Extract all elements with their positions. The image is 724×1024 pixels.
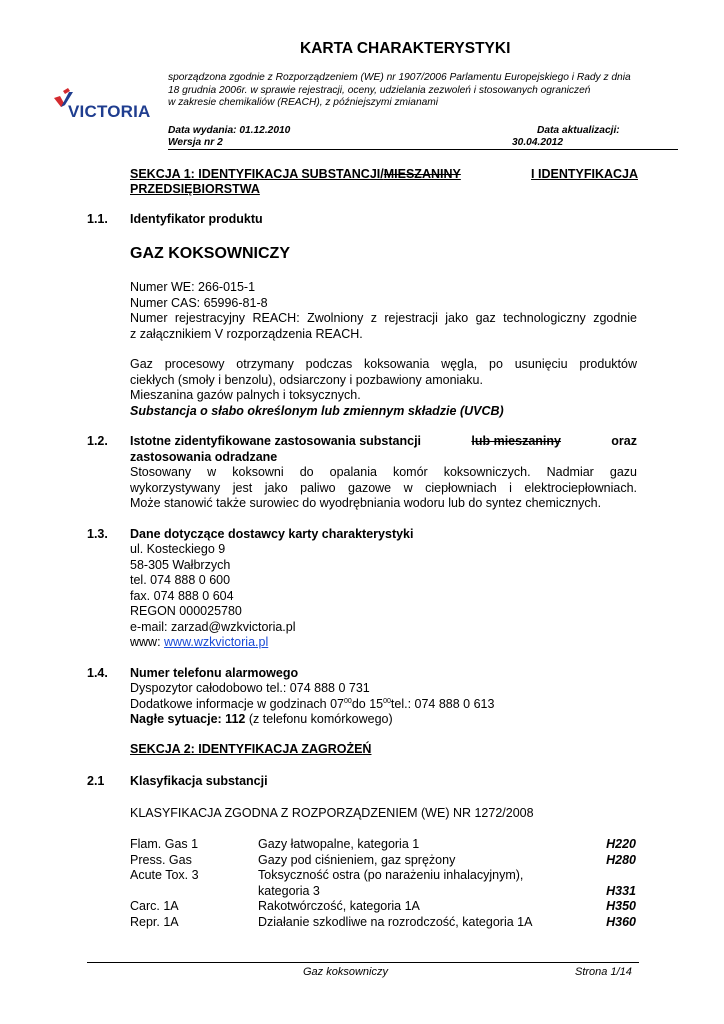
- section-1-heading-part: I IDENTYFIKACJA: [531, 167, 638, 181]
- struck-text: MIESZANINY: [383, 167, 461, 181]
- subsection-title: Dane dotyczące dostawcy karty charakterystyki: [130, 527, 414, 541]
- subsection-title: Istotne zidentyfikowane zastosowania substancji lub mieszaniny oraz zastosowania odradzane: [130, 434, 637, 464]
- subheading-line: 18 grudnia 2006r. w sprawie rejestracji, oceny, udzielania zezwoleń i stosowanych ograniczeń: [168, 84, 591, 96]
- hazard-description-cont: kategoria 3: [258, 883, 320, 898]
- document-title: KARTA CHARAKTERYSTYKI: [300, 40, 511, 57]
- table-row: [130, 837, 638, 853]
- update-date: 30.04.2012: [512, 137, 563, 148]
- struck-text: lub mieszaniny: [471, 434, 561, 448]
- section-1-heading: [130, 167, 638, 197]
- table-row: [130, 853, 638, 869]
- hazard-description: Działanie szkodliwe na rozrodczość, kategoria 1A: [258, 914, 533, 929]
- subsection-number: 1.4.: [87, 666, 108, 680]
- subsection-title: Identyfikator produktu: [130, 212, 263, 226]
- subsection-title: Numer telefonu alarmowego: [130, 666, 299, 680]
- phone: tel. 074 888 0 600: [130, 573, 231, 587]
- cas-number: Numer CAS: 65996-81-8: [130, 295, 268, 310]
- regon: REGON 000025780: [130, 604, 242, 618]
- subheading-line: sporządzona zgodnie z Rozporządzeniem (WE) nr 1907/2006 Parlamentu Europejskiego i Rady z dnia: [168, 72, 631, 83]
- website-link[interactable]: www.wzkvictoria.pl: [164, 635, 269, 649]
- website: www: www.wzkvictoria.pl: [130, 635, 269, 649]
- footer-product: Gaz koksowniczy: [303, 966, 388, 978]
- table-row: [130, 915, 638, 931]
- email: e-mail: zarzad@wzkvictoria.pl: [130, 619, 296, 634]
- uvcb-note: Substancja o słabo określonym lub zmiennym składzie (UVCB): [130, 403, 504, 418]
- version: Wersja nr 2: [168, 137, 223, 148]
- hazard-class: Flam. Gas 1: [130, 837, 199, 851]
- footer-divider: [87, 962, 639, 963]
- city: 58-305 Wałbrzych: [130, 557, 231, 572]
- emergency-phone-details: [130, 681, 494, 728]
- hazard-statement: H360: [606, 914, 636, 929]
- regulation-subheading: [168, 72, 672, 110]
- classification-title: KLASYFIKACJA ZGODNA Z ROZPORZĄDZENIEM (WE) NR 1272/2008: [130, 806, 534, 820]
- hazard-class: Carc. 1A: [130, 899, 179, 913]
- hazard-statement: H220: [606, 837, 636, 851]
- victoria-logo: [52, 86, 162, 126]
- header-divider: [168, 149, 678, 150]
- table-row: [130, 899, 638, 915]
- subsection-number: 1.3.: [87, 527, 108, 541]
- subsection-title: Klasyfikacja substancji: [130, 774, 268, 788]
- hazard-description: Rakotwórczość, kategoria 1A: [258, 899, 420, 913]
- hazard-description: Gazy pod ciśnieniem, gaz sprężony: [258, 852, 456, 867]
- hazard-description: Gazy łatwopalne, kategoria 1: [258, 837, 420, 851]
- update-label: Data aktualizacji:: [537, 125, 620, 136]
- page-number: Strona 1/14: [575, 966, 632, 978]
- subsection-number: 2.1: [87, 774, 105, 788]
- hazard-class: Repr. 1A: [130, 914, 179, 929]
- dispatcher-phone: Dyspozytor całodobowo tel.: 074 888 0 731: [130, 681, 370, 695]
- we-number: Numer WE: 266-015-1: [130, 280, 256, 294]
- product-description: Gaz procesowy otrzymany podczas koksowania węgla, po usunięciu produktów ciekłych (smoły i benzolu), odsiarczony i pozbawiony amoniaku. Mieszanina gazów palnych i toksycznych. Substancja o słabo określonym lub zmiennym składzie (UVCB): [130, 357, 637, 418]
- hazard-statement: H350: [606, 899, 636, 913]
- section-1-heading-line2: PRZEDSIĘBIORSTWA: [130, 182, 260, 196]
- product-name: GAZ KOKSOWNICZY: [130, 245, 290, 262]
- section-2-heading: SEKCJA 2: IDENTYFIKACJA ZAGROŻEŃ: [130, 742, 372, 756]
- identified-uses: Stosowany w koksowni do opalania komór koksowniczych. Nadmiar gazu wykorzystywany jest jako paliwo gazowe w ciepłowniach i elektrociepłowniach. Może stanowić także surowiec do wyodrębniania wodoru lub do syntez chemicznych.: [130, 465, 637, 510]
- hazard-class: Press. Gas: [130, 852, 192, 867]
- hazard-statement: H331: [606, 883, 636, 898]
- subsection-number: 1.2.: [87, 434, 108, 448]
- fax: fax. 074 888 0 604: [130, 588, 234, 603]
- hazard-description: Toksyczność ostra (po narażeniu inhalacyjnym),: [258, 868, 524, 882]
- hazard-statement: H280: [606, 852, 636, 867]
- table-row: [130, 868, 638, 899]
- supplier-details: [130, 542, 296, 651]
- address: ul. Kosteckiego 9: [130, 542, 226, 556]
- logo-text: VICTORIA: [68, 102, 151, 121]
- issue-date: Data wydania: 01.12.2010: [168, 125, 291, 136]
- additional-info-hours: Dodatkowe informacje w godzinach $07^{00}do$ $15^{00}tel$.: 074 888 0 613: [130, 696, 495, 711]
- hazard-class: Acute Tox. 3: [130, 868, 199, 882]
- subsection-number: 1.1.: [87, 212, 108, 226]
- reach-status: Numer rejestracyjny REACH: Zwolniony z rejestracji jako gaz technologiczny zgodnie z załącznikiem V rozporządzenia REACH.: [130, 311, 637, 341]
- subheading-line: w zakresie chemikaliów (REACH), z późniejszymi zmianami: [168, 97, 439, 108]
- classification-table: [130, 837, 638, 930]
- emergency-number: Nagłe sytuacje: 112 (z telefonu komórkowego): [130, 712, 393, 726]
- section-1-heading-part: SEKCJA 1: IDENTYFIKACJA SUBSTANCJI/MIESZANINY: [130, 167, 461, 181]
